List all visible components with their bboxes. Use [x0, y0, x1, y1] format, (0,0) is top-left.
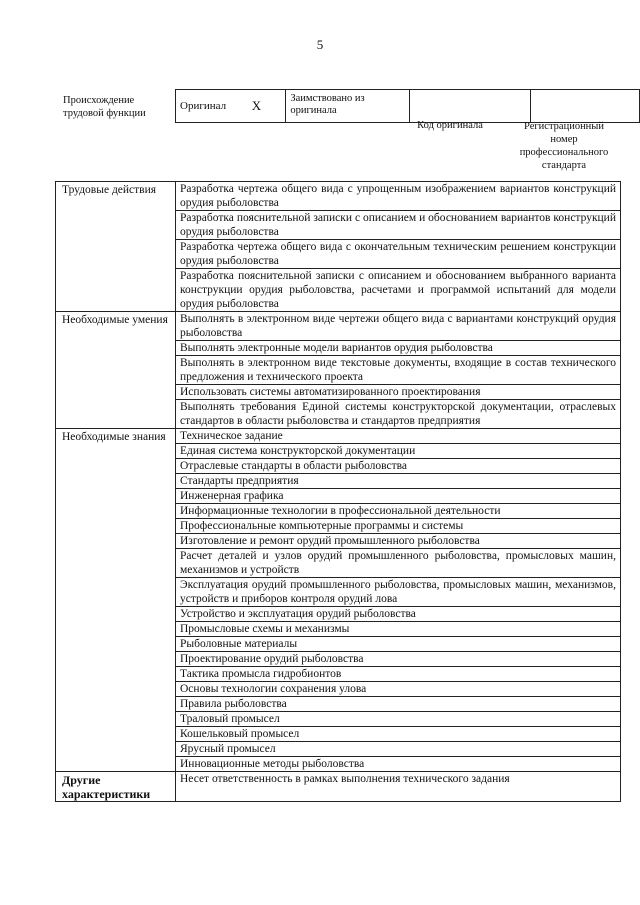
section-item: Разработка пояснительной записки с описанием и обоснованием вариантов конструкций орудия рыболовства [176, 211, 621, 240]
section-item: Отраслевые стандарты в области рыболовства [176, 459, 621, 474]
code-caption: Код оригинала [417, 120, 483, 131]
original-mark: X [248, 90, 286, 123]
section-item: Устройство и эксплуатация орудий рыболовства [176, 607, 621, 622]
origin-label: Происхождение трудовой функции [63, 95, 146, 119]
section-item: Техническое задание [176, 429, 621, 444]
section-item: Расчет деталей и узлов орудий промышленного рыболовства, промысловых машин, механизмов и устройств [176, 549, 621, 578]
section-item: Несет ответственность в рамках выполнения технического задания [176, 772, 621, 802]
registration-number-cell [530, 90, 639, 123]
section-item: Разработка чертежа общего вида с упрощенным изображением вариантов конструкций орудия рыболовства [176, 182, 621, 211]
section-item: Разработка пояснительной записки с описанием и обоснованием выбранного варианта конструкции орудия рыболовства, расчетами и программой испытаний для модели орудия рыболовства [176, 269, 621, 312]
section-title: Необходимые знания [56, 429, 176, 772]
borrowed-label: Заимствовано из оригинала [286, 90, 410, 123]
section-item: Кошельковый промысел [176, 727, 621, 742]
section-item: Изготовление и ремонт орудий промышленного рыболовства [176, 534, 621, 549]
section-item: Профессиональные компьютерные программы и системы [176, 519, 621, 534]
section-item: Информационные технологии в профессиональной деятельности [176, 504, 621, 519]
section-item: Инновационные методы рыболовства [176, 757, 621, 772]
section-item: Инженерная графика [176, 489, 621, 504]
section-item: Рыболовные материалы [176, 637, 621, 652]
section-item: Эксплуатация орудий промышленного рыболовства, промысловых машин, механизмов, устройств и приборов контроля орудий лова [176, 578, 621, 607]
page-number: 5 [316, 37, 324, 52]
section-item: Выполнять электронные модели вариантов орудия рыболовства [176, 341, 621, 356]
section-title: Трудовые действия [56, 182, 176, 312]
table-row [56, 772, 621, 802]
section-title: Другие характеристики [56, 772, 176, 802]
function-table [55, 181, 621, 802]
section-item: Выполнять требования Единой системы конструкторской документации, отраслевых стандартов в области рыболовства и стандартов предприятия [176, 400, 621, 429]
table-row [56, 429, 621, 444]
section-item: Разработка чертежа общего вида с окончательным техническим решением конструкции орудия рыболовства [176, 240, 621, 269]
origin-table [175, 89, 640, 123]
registration-caption: Регистрационный номер профессионального стандарта [519, 121, 609, 171]
section-item: Траловый промысел [176, 712, 621, 727]
original-label: Оригинал [176, 90, 248, 123]
original-code-cell [410, 90, 530, 123]
table-row [56, 312, 621, 341]
section-item: Тактика промысла гидробионтов [176, 667, 621, 682]
section-item: Использовать системы автоматизированного проектирования [176, 385, 621, 400]
table-row [56, 182, 621, 211]
section-item: Стандарты предприятия [176, 474, 621, 489]
section-item: Выполнять в электронном виде текстовые документы, входящие в состав технического предложения и технического проекта [176, 356, 621, 385]
section-item: Ярусный промысел [176, 742, 621, 757]
section-item: Единая система конструкторской документации [176, 444, 621, 459]
section-item: Промысловые схемы и механизмы [176, 622, 621, 637]
section-item: Основы технологии сохранения улова [176, 682, 621, 697]
section-item: Выполнять в электронном виде чертежи общего вида с вариантами конструкций орудия рыболовства [176, 312, 621, 341]
section-title: Необходимые умения [56, 312, 176, 429]
section-item: Проектирование орудий рыболовства [176, 652, 621, 667]
section-item: Правила рыболовства [176, 697, 621, 712]
